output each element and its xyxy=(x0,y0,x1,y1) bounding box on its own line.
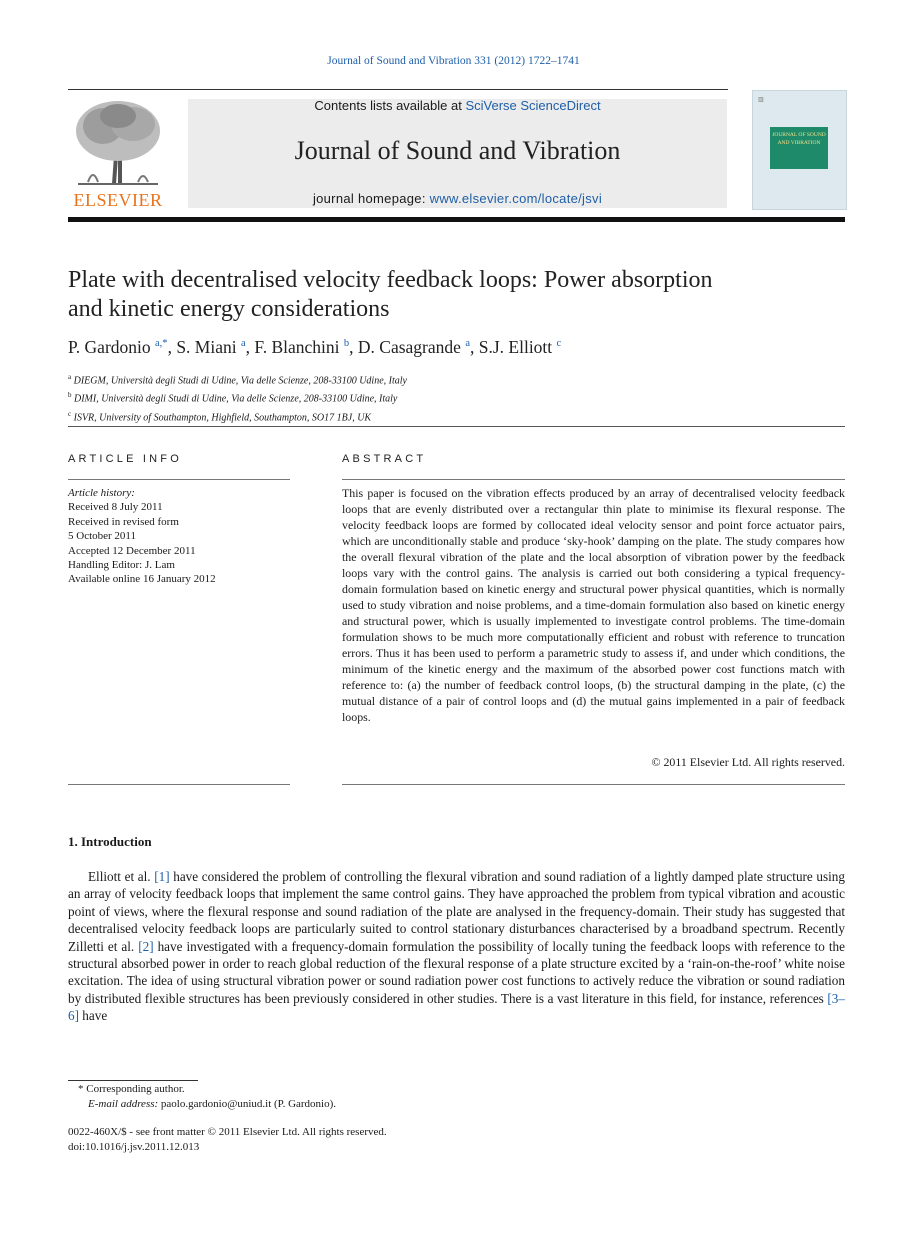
corresponding-author-note: * Corresponding author. xyxy=(78,1083,185,1095)
reference-link[interactable]: [3–6] xyxy=(68,990,845,1024)
sciencedirect-link[interactable]: SciVerse ScienceDirect xyxy=(465,98,601,113)
affiliations xyxy=(68,370,845,425)
author: D. Casagrande $^a$, xyxy=(357,337,479,357)
abstract-rule xyxy=(342,479,845,480)
homepage-prefix: journal homepage: xyxy=(312,191,430,206)
publisher-wordmark: ELSEVIER xyxy=(73,190,163,210)
author-affiliation-link[interactable]: a,* xyxy=(155,338,168,350)
author-affiliation-link[interactable]: c xyxy=(556,338,562,350)
contents-prefix: Contents lists available at xyxy=(314,98,466,113)
abstract-bottom-rule xyxy=(342,784,845,785)
journal-citation[interactable]: Journal of Sound and Vibration 331 (2012) 1722–1741 xyxy=(327,55,580,67)
affiliation: $^c$ ISVR, University of Southampton, Highfield, Southampton, SO17 1BJ, UK xyxy=(68,409,372,423)
header-thick-rule xyxy=(68,217,845,222)
history-item: Received 8 July 2011 xyxy=(68,501,163,514)
reference-link[interactable]: [2] xyxy=(138,938,154,954)
section-divider xyxy=(68,426,845,427)
email-address[interactable]: paolo.gardonio@uniud.it (P. Gardonio). xyxy=(158,1098,337,1110)
introduction-paragraph: Elliott et al. [1] have considered the problem of controlling the flexural vibration and sound radiation of a lightly damped plate structure using an array of velocity feedback loops that implement the same control gains. They have approached the problem from typical vibration and acoustic point of views, where the flexural response and sound radiation of the plate are analysed in the frequency-domain. Their study has suggested that decentralised velocity feedback loops are particularly suited to control stationary disturbances characterised by a broadband spectrum. Recently Zilletti et al. [2] have investigated with a frequency-domain formulation the possibility of locally tuning the feedback loops with reference to the structural absorbed power in order to reach global reduction of the flexural response of a plate structure excited by a ‘rain-on-the-roof’ white noise excitation. The idea of using structural vibration power or sound radiation power cost functions to actively reduce the vibration or sound radiation by distributed flexible structures has been previously considered in other studies. There is a vast literature in this field, for instance, references [3–6] have xyxy=(68,869,845,1024)
cover-publisher-mark-icon: ▥ xyxy=(758,97,764,103)
contents-line xyxy=(188,98,727,113)
history-item: 5 October 2011 xyxy=(68,530,137,543)
cover-title: JOURNAL OF SOUND AND VIBRATION xyxy=(772,132,826,146)
author-affiliation-link[interactable]: a xyxy=(465,338,470,350)
author: F. Blanchini $^b$, xyxy=(254,337,358,357)
email-label: E-mail address: xyxy=(88,1098,159,1110)
article-info-rule xyxy=(68,479,290,480)
introduction-heading: 1. Introduction xyxy=(68,834,152,849)
journal-title: Journal of Sound and Vibration xyxy=(294,136,621,165)
article-title xyxy=(68,266,845,324)
article-info-bottom-rule xyxy=(68,784,290,785)
history-label: Article history: xyxy=(68,487,135,499)
issn-line: 0022-460X/$ - see front matter © 2011 Elsevier Ltd. All rights reserved. xyxy=(68,1126,387,1138)
history-item: Received in revised form xyxy=(68,515,179,528)
article-info-heading: ARTICLE INFO xyxy=(68,453,182,465)
footnote-rule xyxy=(68,1080,198,1081)
affiliation: $^a$ DIEGM, Università degli Studi di Udine, Via delle Scienze, 208-33100 Udine, Italy xyxy=(68,373,407,387)
doi-line[interactable]: doi:10.1016/j.jsv.2011.12.013 xyxy=(68,1141,200,1153)
history-item: Accepted 12 December 2011 xyxy=(68,544,196,557)
author: S.J. Elliott $^c$ xyxy=(478,337,562,357)
abstract-heading: ABSTRACT xyxy=(342,453,427,465)
author-affiliation-link[interactable]: a xyxy=(240,338,246,350)
article-title-line-1: Plate with decentralised velocity feedback loops: Power absorption xyxy=(68,267,713,293)
homepage-line xyxy=(188,191,727,206)
affiliation: $^b$ DIMI, Università degli Studi di Udine, Via delle Scienze, 208-33100 Udine, Italy xyxy=(68,391,398,405)
abstract-text: This paper is focused on the vibration effects produced by an array of decentralised velocity feedback loops that are evenly distributed over a rectangular thin plate to minimise its flexural response. The velocity feedback loops are formed by collocated ideal velocity sensor and point force actuator pairs, which are unconditionally stable and produce ‘sky-hook’ damping on the plate. The study compares how the overall flexural vibration of the plate and the local absorption of vibration power by the feedback loops vary with the control gains. The analysis is carried out both considering a typical frequency-domain formulation based on kinetic energy and structural power physical quantities, which is normally used to study vibration and noise problems, and a time-domain formulation also based on kinetic energy and structural power, which is usually implemented to investigate control problems. The time-domain formulation shows to be much more computationally efficient and robust with reference to truncation errors. Thus it has been used to perform a parametric study to assess if, and under which conditions, the minimum of the kinetic energy and the maximum of the absorbed power cost functions match with reference to: (a) the number of feedback control loops, (b) the structural damping in the plate, (c) the mutual distance of a pair of control loops and (d) the mutual gains implemented in a pair of feedback loops. xyxy=(342,486,845,724)
history-item: Available online 16 January 2012 xyxy=(68,573,216,586)
author: S. Miani $^a$, xyxy=(176,337,255,357)
author-list xyxy=(68,337,845,358)
article-history xyxy=(68,486,290,587)
author-affiliation-link[interactable]: b xyxy=(343,338,350,350)
issn-block xyxy=(68,1125,387,1155)
history-item: Handling Editor: J. Lam xyxy=(68,559,175,572)
author: P. Gardonio $^{a,*}$, xyxy=(68,337,177,357)
article-title-line-2: and kinetic energy considerations xyxy=(68,296,390,322)
abstract-copyright: © 2011 Elsevier Ltd. All rights reserved. xyxy=(651,755,845,769)
homepage-link[interactable]: www.elsevier.com/locate/jsvi xyxy=(429,191,603,206)
email-note xyxy=(88,1098,336,1110)
reference-link[interactable]: [1] xyxy=(154,869,170,884)
journal-cover-thumbnail xyxy=(752,90,847,210)
header-rule xyxy=(68,89,728,90)
